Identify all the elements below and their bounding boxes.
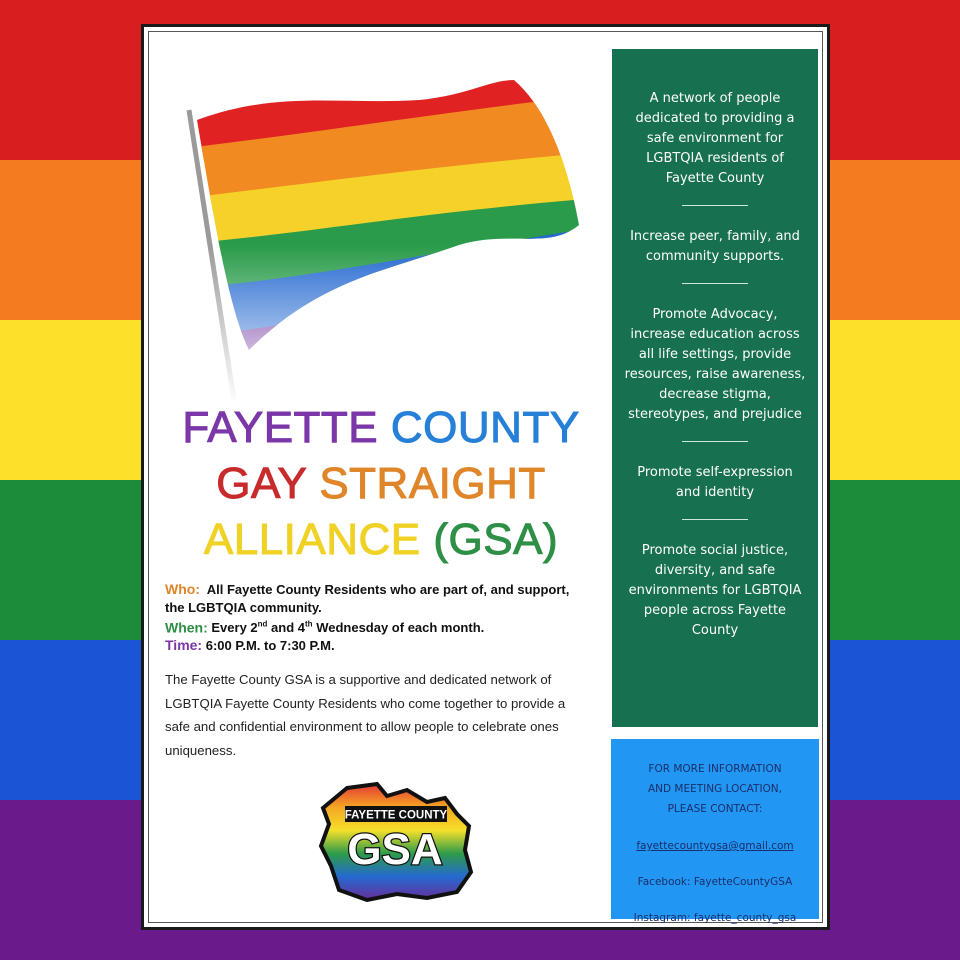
when-row xyxy=(165,616,585,637)
title-word-alliance: ALLIANCE xyxy=(203,515,421,564)
mission-item: Promote Advocacy, increase education across all life settings, provide resources, raise awareness, decrease stigma, stereotypes, and prejudice xyxy=(624,307,806,422)
who-text: All Fayette County Residents who are part of, and support, the LGBTQIA community. xyxy=(165,582,570,615)
instagram-handle: Instagram: fayette_county_gsa xyxy=(633,912,797,924)
meeting-details xyxy=(165,581,585,654)
title-word-county: COUNTY xyxy=(390,403,580,452)
mission-item: Increase peer, family, and community supports. xyxy=(630,229,800,264)
when-label: When: xyxy=(165,619,208,636)
divider xyxy=(682,283,748,284)
mission-item: Promote self-expression and identity xyxy=(637,465,793,500)
title-line-2 xyxy=(159,456,603,512)
mission-panel xyxy=(612,49,818,727)
title-word-fayette: FAYETTE xyxy=(182,403,379,452)
title-word-straight: STRAIGHT xyxy=(319,459,546,508)
divider xyxy=(682,205,748,206)
facebook-handle: Facebook: FayetteCountyGSA xyxy=(637,876,793,888)
when-text-part: Every 2 xyxy=(211,620,258,636)
title-word-gay: GAY xyxy=(216,459,307,508)
description-paragraph: The Fayette County GSA is a supportive and dedicated network of LGBTQIA Fayette County Residents who come together to provide a safe and confidential environment to allow people to celebrate ones uniqueness. xyxy=(165,672,566,758)
who-row xyxy=(165,581,585,616)
event-title xyxy=(159,400,603,568)
contact-heading-line: AND MEETING LOCATION, xyxy=(647,783,783,795)
time-row xyxy=(165,637,585,655)
time-text: 6:00 P.M. to 7:30 P.M. xyxy=(205,637,335,653)
when-text xyxy=(211,620,484,635)
logo-top-text: FAYETTE COUNTY xyxy=(344,809,448,822)
who-label: Who: xyxy=(165,581,200,597)
rainbow-flag-image xyxy=(169,50,609,405)
contact-heading-line: FOR MORE INFORMATION xyxy=(648,763,782,775)
time-label: Time: xyxy=(165,636,203,653)
divider xyxy=(682,519,748,520)
title-line-3 xyxy=(159,512,603,568)
when-text-part: Wednesday of each month. xyxy=(312,620,485,636)
when-text-part: and 4 xyxy=(267,620,306,636)
email-link[interactable]: fayettecountygsa@gmail.com xyxy=(636,840,794,852)
mission-item: Promote social justice, diversity, and safe environments for LGBTQIA people across Fayette County xyxy=(628,543,802,638)
title-line-1 xyxy=(159,400,603,456)
mission-item: A network of people dedicated to providing a safe environment for LGBTQIA residents of Fayette County xyxy=(635,91,795,186)
contact-panel xyxy=(611,739,819,924)
flyer xyxy=(141,24,830,930)
divider xyxy=(682,441,748,442)
fayette-county-gsa-logo xyxy=(317,780,475,902)
logo-main-text: GSA xyxy=(347,825,443,874)
title-word-gsa: (GSA) xyxy=(433,515,559,564)
when-ordinal-suffix: nd xyxy=(257,620,268,629)
when-ordinal-suffix: th xyxy=(305,620,313,629)
contact-heading-line: PLEASE CONTACT: xyxy=(667,803,763,815)
flyer-inner-border xyxy=(148,31,823,923)
